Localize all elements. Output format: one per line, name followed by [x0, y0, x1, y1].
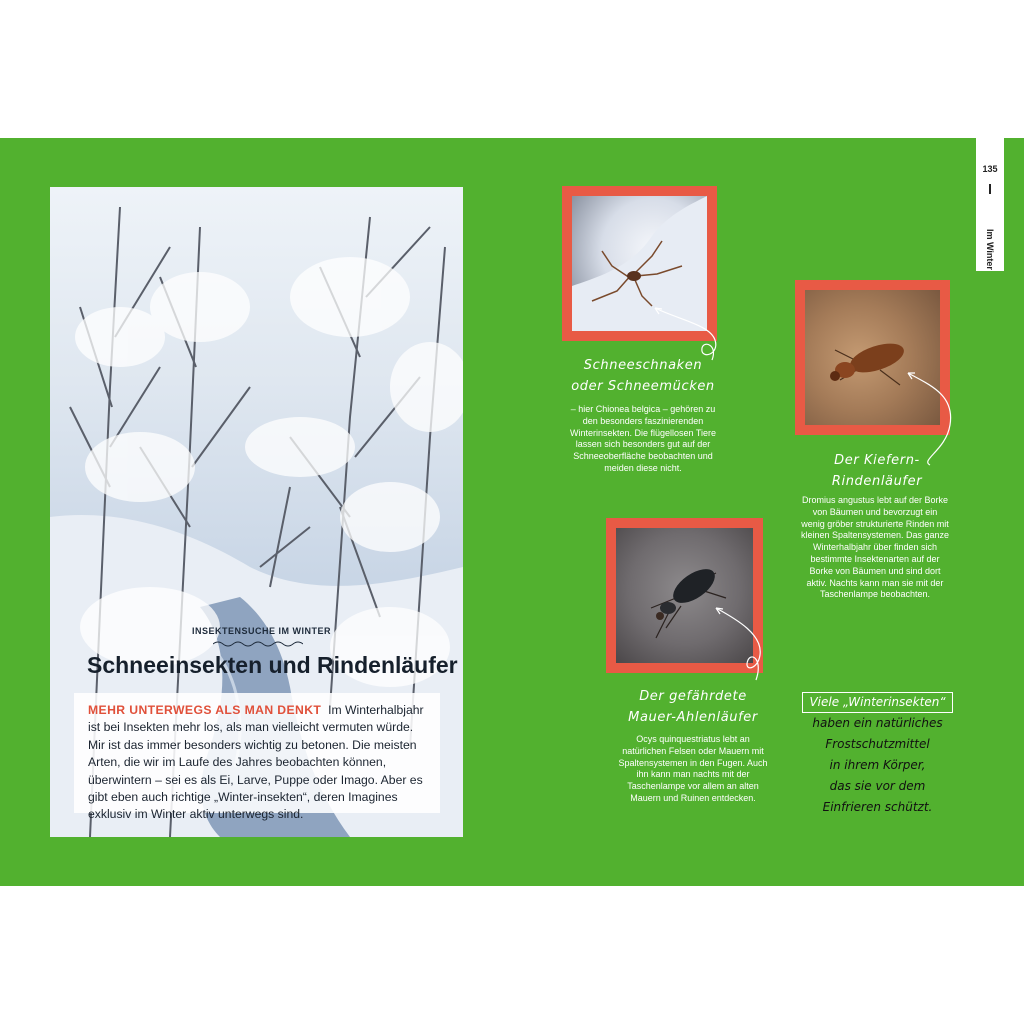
- wave-divider: [213, 640, 303, 648]
- arrow-to-wall-beetle: [708, 600, 778, 690]
- caption-text-snow-fly: – hier Chionea belgica – gehören zu den besonders faszinierenden Winterinsekten. Die flügellosen Tiere lassen sich besonders gut auf der Schneeoberfläche beobachten und meiden diese nicht.: [569, 404, 717, 473]
- note-line: haben ein natürliches: [812, 716, 943, 730]
- caption-title-wall-beetle: [618, 686, 768, 728]
- lead-in: MEHR UNTERWEGS ALS MAN DENKT: [88, 703, 322, 717]
- section-kicker: INSEKTENSUCHE IM WINTER: [192, 626, 332, 636]
- note-line: das sie vor dem: [829, 779, 926, 793]
- note-line: Einfrieren schützt.: [822, 800, 933, 814]
- section-label: Im Winter: [985, 229, 995, 270]
- frost-protection-note: [800, 692, 955, 818]
- page-headline: Schneeinsekten und Rindenläufer: [87, 652, 458, 678]
- caption-text-wall-beetle: Ocys quinquestriatus lebt an natürlichen Felsen oder Mauern mit Spaltensystemen in den Fugen. Auch ihn kann man nachts mit der Taschenlampe vor allem an alten Mauern und Ruinen entdecken.: [618, 734, 768, 803]
- caption-title-bark-beetle: [802, 450, 952, 492]
- caption-text-bark-beetle: Dromius angustus lebt auf der Borke von Bäumen und bevorzugt ein wenig gröber strukturierte Rinden mit kleinen Spaltensystemen. Das ganze Winterhalbjahr über finden sich bestimmte Insektenarten auf der Borke von Bäumen und sind dort aktiv. Nachts kann man sie mit der Taschenlampe beobachten.: [800, 495, 950, 600]
- caption-title-snow-fly: [568, 355, 718, 397]
- caption-title-line: Mauer-Ahlenläufer: [628, 710, 758, 725]
- caption-title-line: Rindenläufer: [831, 474, 923, 489]
- intro-body: Im Winterhalbjahr ist bei Insekten mehr los, als man vielleicht vermuten würde. Mir ist das immer besonders wichtig zu betonen. Die meisten Arten, die wir im Laufe des Jahres beobachten können, überwintern – sei es als Ei, Larve, Puppe oder Imago. Aber es gibt eben auch richtige „Winter-insekten“, deren Imagines exklusiv im Winter aktiv unterwegs sind.: [88, 703, 424, 822]
- caption-title-line: oder Schneemücken: [571, 379, 715, 394]
- tab-divider: [989, 184, 991, 194]
- note-highlight: Viele „Winterinsekten“: [802, 692, 952, 713]
- intro-paragraph: [74, 693, 440, 824]
- caption-title-line: Der gefährdete: [639, 689, 747, 704]
- caption-title-line: Der Kiefern-: [834, 453, 920, 468]
- intro-text-box: [74, 693, 440, 822]
- caption-title-line: Schneeschnaken: [583, 358, 703, 373]
- page-number: 135: [982, 164, 998, 174]
- note-line: in ihrem Körper,: [829, 758, 926, 772]
- page-side-tab: [976, 138, 1004, 271]
- note-line: Frostschutzmittel: [825, 737, 930, 751]
